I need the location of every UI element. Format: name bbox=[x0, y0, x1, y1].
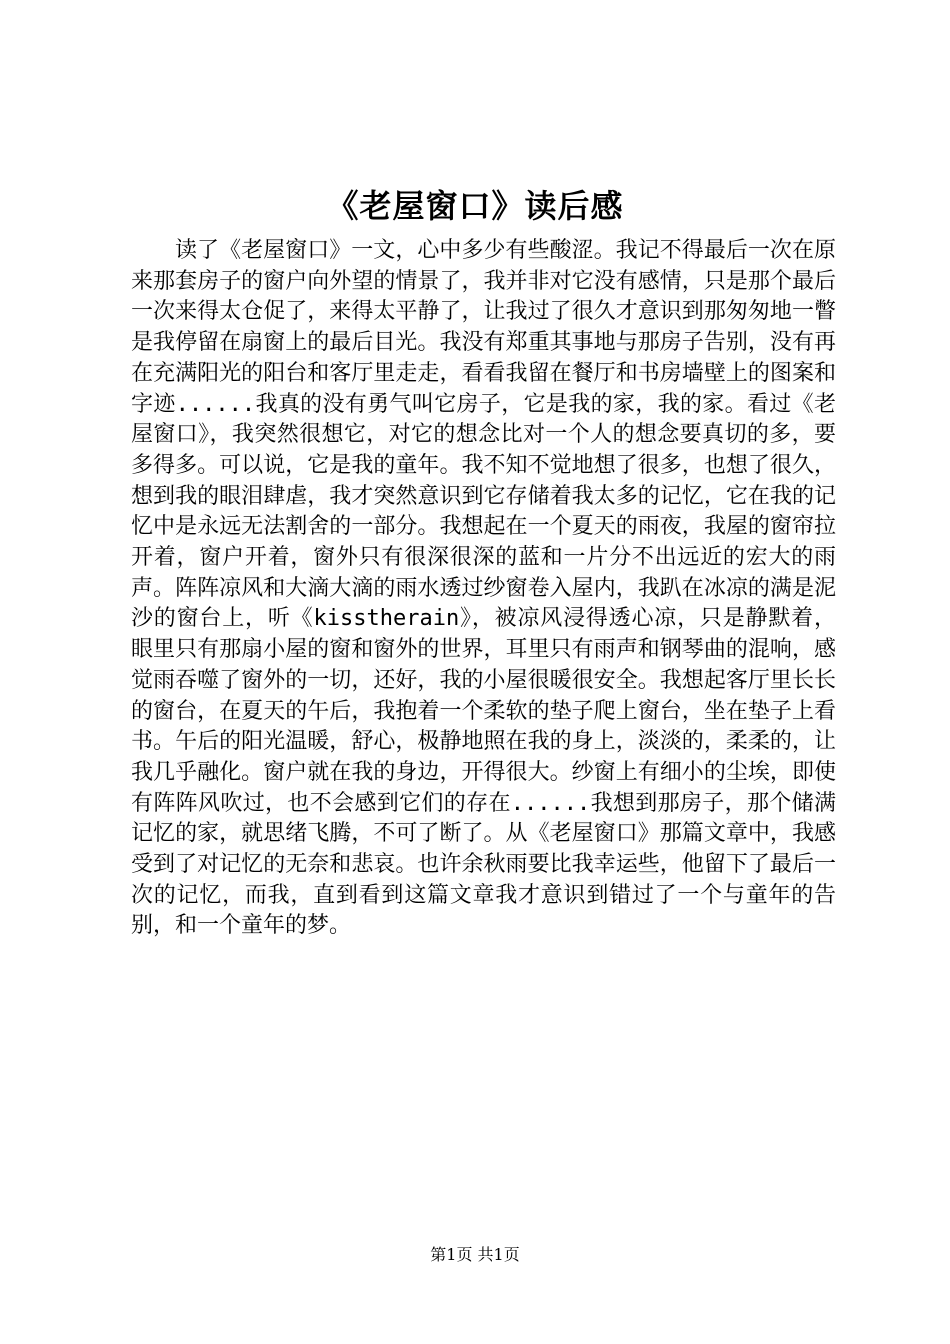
document-body-paragraph: 读了《老屋窗口》一文，心中多少有些酸涩。我记不得最后一次在原来那套房子的窗户向外望的情景了，我并非对它没有感情，只是那个最后一次来得太仓促了，来得太平静了，让我过了很久才意识到那匆匆地一瞥是我停留在扇窗上的最后目光。我没有郑重其事地与那房子告别，没有再在充满阳光的阳台和客厅里走走，看看我留在餐厅和书房墙壁上的图案和字迹......我真的没有勇气叫它房子，它是我的家，我的家。看过《老屋窗口》，我突然很想它，对它的想念比对一个人的想念要真切的多，要多得多。可以说，它是我的童年。我不知不觉地想了很多，也想了很久，想到我的眼泪肆虐，我才突然意识到它存储着我太多的记忆，它在我的记忆中是永远无法割舍的一部分。我想起在一个夏天的雨夜，我屋的窗帘拉开着，窗户开着，窗外只有很深很深的蓝和一片分不出远近的宏大的雨声。阵阵凉风和大滴大滴的雨水透过纱窗卷入屋内，我趴在冰凉的满是泥沙的窗台上，听《kisstherain》，被凉风浸得透心凉，只是静默着，眼里只有那扇小屋的窗和窗外的世界，耳里只有雨声和钢琴曲的混响，感觉雨吞噬了窗外的一切，还好，我的小屋很暖很安全。我想起客厅里长长的窗台，在夏天的午后，我抱着一个柔软的垫子爬上窗台，坐在垫子上看书。午后的阳光温暖，舒心，极静地照在我的身上，淡淡的，柔柔的，让我几乎融化。窗户就在我的身边，开得很大。纱窗上有细小的尘埃，即使有阵阵风吹过，也不会感到它们的存在......我想到那房子，那个储满记忆的家，就思绪飞腾，不可了断了。从《老屋窗口》那篇文章中，我感受到了对记忆的无奈和悲哀。也许余秋雨要比我幸运些，他留下了最后一次的记忆，而我，直到看到这篇文章我才意识到错过了一个与童年的告别，和一个童年的梦。 bbox=[131, 238, 836, 939]
page-number-footer: 第1页 共1页 bbox=[430, 1245, 520, 1264]
document-title: 《老屋窗口》读后感 bbox=[326, 187, 624, 225]
